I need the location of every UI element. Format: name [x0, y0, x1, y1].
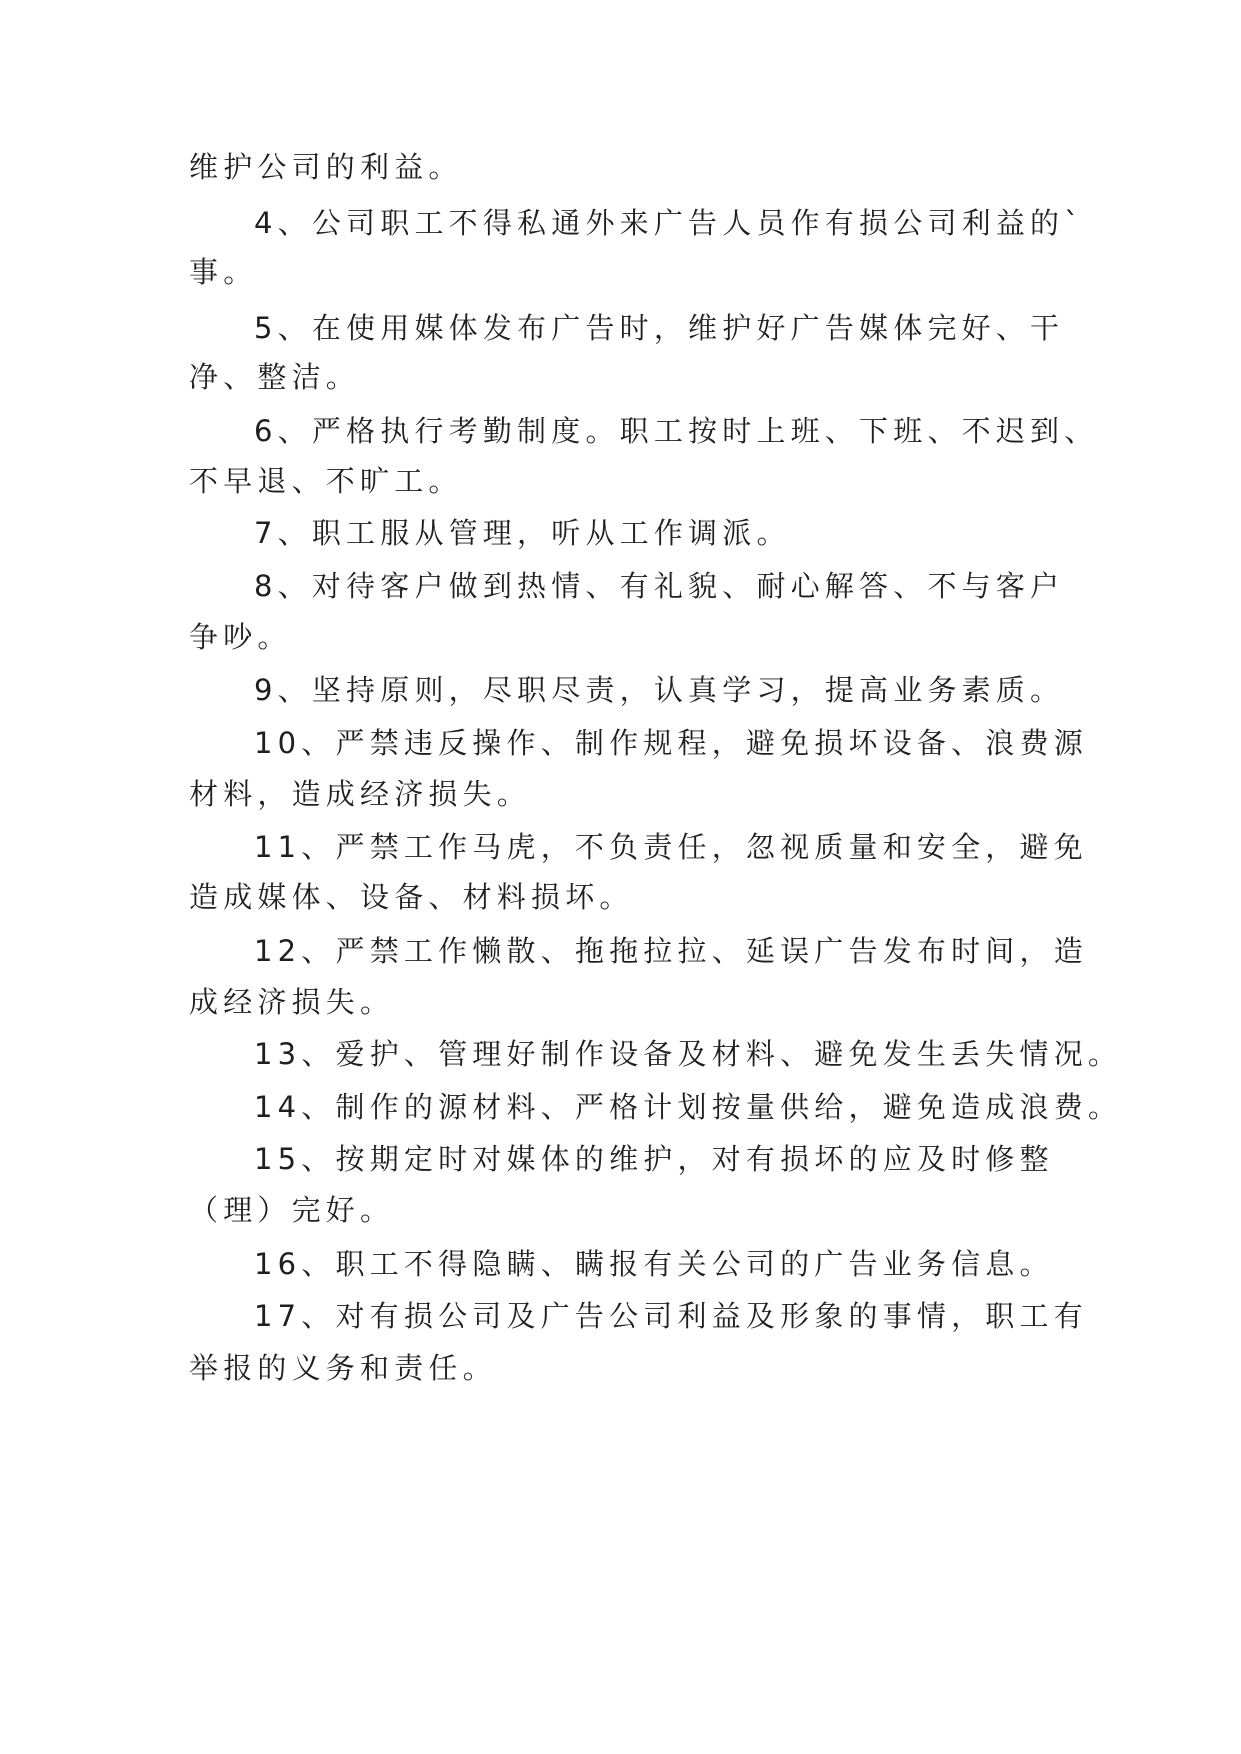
rule-10-line-2: 材料，造成经济损失。	[189, 777, 532, 811]
rule-12-line-1: 12、严禁工作懒散、拖拖拉拉、延误广告发布时间，造	[254, 934, 1088, 968]
rule-6-line-1: 6、严格执行考勤制度。职工按时上班、下班、不迟到、	[254, 414, 1099, 448]
rule-14-line-1: 14、制作的源材料、严格计划按量供给，避免造成浪费。	[254, 1090, 1123, 1124]
rule-4-line-2: 事。	[189, 255, 258, 289]
rule-9-line-1: 9、坚持原则，尽职尽责，认真学习，提高业务素质。	[254, 673, 1065, 707]
rule-11-line-2: 造成媒体、设备、材料损坏。	[189, 880, 634, 914]
rule-8-line-1: 8、对待客户做到热情、有礼貌、耐心解答、不与客户	[254, 569, 1065, 603]
rule-15-line-2: （理）完好。	[189, 1193, 395, 1227]
rule-11-line-1: 11、严禁工作马虎，不负责任，忽视质量和安全，避免	[254, 830, 1088, 864]
rule-17-line-2: 举报的义务和责任。	[189, 1351, 497, 1385]
rule-13-line-1: 13、爱护、管理好制作设备及材料、避免发生丢失情况。	[254, 1037, 1123, 1071]
rule-4-line-1: 4、公司职工不得私通外来广告人员作有损公司利益的`	[254, 206, 1084, 240]
rule-10-line-1: 10、严禁违反操作、制作规程，避免损坏设备、浪费源	[254, 726, 1088, 760]
rule-5-line-1: 5、在使用媒体发布广告时，维护好广告媒体完好、干	[254, 311, 1065, 345]
rule-8-line-2: 争吵。	[189, 620, 292, 654]
text-line-continuation: 维护公司的利益。	[189, 150, 463, 184]
rule-12-line-2: 成经济损失。	[189, 985, 395, 1019]
rule-6-line-2: 不早退、不旷工。	[189, 464, 463, 498]
rule-5-line-2: 净、整洁。	[189, 360, 361, 394]
rule-17-line-1: 17、对有损公司及广告公司利益及形象的事情，职工有	[254, 1299, 1088, 1333]
rule-15-line-1: 15、按期定时对媒体的维护，对有损坏的应及时修整	[254, 1142, 1054, 1176]
rule-7-line-1: 7、职工服从管理，听从工作调派。	[254, 516, 791, 550]
rule-16-line-1: 16、职工不得隐瞒、瞒报有关公司的广告业务信息。	[254, 1247, 1054, 1281]
